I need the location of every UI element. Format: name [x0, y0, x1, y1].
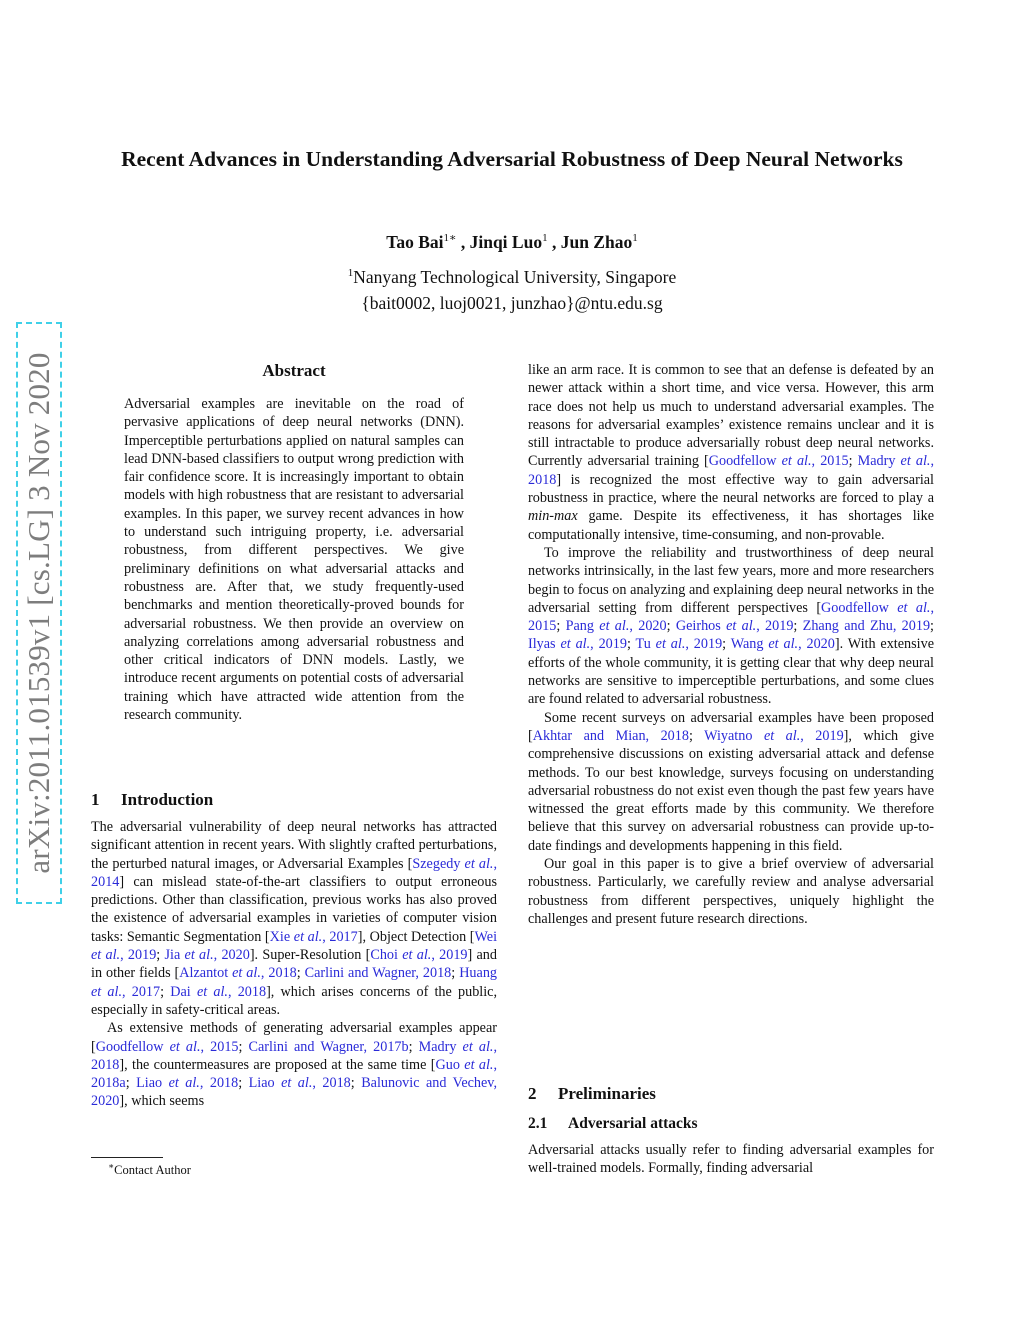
- citation-etal: et al.: [464, 855, 494, 872]
- citation-year: , 2019: [120, 947, 157, 964]
- author-list: [100, 231, 924, 253]
- citation-etal: et al.: [897, 599, 931, 616]
- citation-etal: et al.: [462, 1038, 494, 1055]
- footnote-text: Contact Author: [114, 1163, 191, 1178]
- citation-year: , 2017: [322, 928, 358, 945]
- citation-etal: et al.: [781, 453, 812, 470]
- text-run: ;: [160, 983, 171, 1000]
- text-run: ] and in other fields [: [91, 947, 497, 982]
- right-paragraph-3: [528, 709, 934, 855]
- text-run: ;: [296, 965, 305, 982]
- citation-link[interactable]: Carlini and Wagner, 2018: [304, 965, 452, 982]
- footnote-mark: ∗: [108, 1161, 115, 1171]
- citation-author: Madry: [857, 453, 896, 470]
- text-run: ;: [125, 1075, 137, 1092]
- citation-etal: et al.: [900, 453, 931, 470]
- citation-link[interactable]: [704, 728, 844, 744]
- subsection-heading-adversarial-attacks: [528, 1115, 698, 1133]
- citation-link[interactable]: [636, 636, 723, 652]
- citation-author: Goodfellow: [708, 453, 777, 470]
- citation-etal: et al.: [91, 983, 123, 1000]
- text-run: ]. With extensive efforts of the whole community, it is getting clear that why deep neural networks are sensitive to imperceptible perturbations, and some clues are found related to adversarial robustness.: [528, 636, 934, 708]
- citation-etal: et al.: [763, 727, 801, 744]
- right-paragraph-4: Our goal in this paper is to give a brief overview of adversarial robustness. Particularly, we carefully review and analyse adversarial robustness from different perspectives, uniquely highlight the challenges and present future research directions.: [528, 856, 934, 927]
- right-paragraph-1: [528, 361, 934, 544]
- arxiv-identifier: arXiv:2011.01539v1 [cs.LG] 3 Nov 2020: [21, 352, 56, 874]
- citation-year: , 2018: [91, 1038, 497, 1073]
- citation-link[interactable]: Akhtar and Mian, 2018: [532, 727, 689, 744]
- text-run: ], Object Detection [: [357, 928, 475, 945]
- author-emails: {bait0002, luoj0021, junzhao}@ntu.edu.sg: [361, 292, 663, 313]
- text-run: ] is recognized the most effective way to gain adversarial robustness in practice, where the neural networks are forced to play a: [528, 471, 934, 507]
- text-run: ], which seems: [119, 1093, 205, 1110]
- text-run: ;: [238, 1038, 249, 1055]
- text-run: ;: [666, 618, 676, 635]
- citation-author: Dai: [170, 983, 191, 1000]
- abstract-heading: Abstract: [262, 361, 326, 380]
- citation-year: , 2019: [590, 636, 627, 653]
- text-run: ;: [238, 1075, 249, 1092]
- citation-year: , 2018: [528, 453, 934, 488]
- citation-author: Huang: [459, 965, 498, 982]
- citation-etal: et al.: [464, 1056, 494, 1073]
- citation-year: , 2015: [528, 599, 934, 635]
- citation-year: , 2018: [227, 983, 267, 1000]
- citation-link[interactable]: [709, 453, 849, 469]
- preliminaries-paragraph: Adversarial attacks usually refer to finding adversarial examples for well-trained models. Formally, finding adversarial: [528, 1142, 934, 1177]
- citation-link[interactable]: [165, 947, 250, 963]
- affiliation-mark: 1: [347, 267, 354, 279]
- citation-year: , 2018: [312, 1075, 351, 1092]
- citation-link[interactable]: [731, 636, 835, 652]
- citation-link[interactable]: [528, 636, 627, 652]
- citation-link[interactable]: [249, 1075, 351, 1091]
- text-run: ;: [626, 636, 636, 653]
- text-run: like an arm race. It is common to see that an defense is defeated by an newer attack within a short time, and vice versa. However, this arm race does not help us much to understand adversarial examples. The reasons for adversarial examples’ existence remains unclear and it is still intractable to produce adversarially robust deep neural networks. Currently adversarial training [: [528, 362, 934, 470]
- citation-author: Guo: [435, 1056, 460, 1073]
- section-title: Preliminaries: [558, 1084, 656, 1103]
- citation-year: , 2018: [199, 1075, 239, 1092]
- intro-paragraph-1: [91, 818, 497, 1019]
- citation-etal: et al.: [726, 618, 757, 635]
- citation-year: , 2018a: [91, 1056, 498, 1092]
- citation-etal: et al.: [168, 1075, 200, 1092]
- intro-paragraph-2: [91, 1019, 497, 1110]
- citation-author: Tu: [635, 636, 651, 653]
- text-run: ]. Super-Resolution [: [249, 947, 371, 964]
- citation-year: , 2019: [431, 947, 468, 964]
- section-heading-introduction: [91, 790, 213, 810]
- author-name: Tao Bai: [386, 231, 444, 252]
- citation-author: Wei: [474, 928, 498, 945]
- citation-author: Madry: [418, 1038, 457, 1055]
- citation-author: Xie: [269, 928, 291, 945]
- citation-year: , 2015: [811, 453, 849, 470]
- abstract-paragraph: Adversarial examples are inevitable on the road of pervasive applications of deep neural networks (DNN). Imperceptible perturbations applied on natural samples can lead DNN-based classifiers to output wrong prediction with fair confidence score. It is increasingly important to obtain models with high robustness that are resistant to adversarial examples. In this paper, we survey recent advances in how to understand such intriguing property, i.e. adversarial robustness, from different perspectives. We give preliminary definitions on what adversarial attacks and robustness are. After that, we study frequently-used benchmarks and mention theoretically-proved bounds for adversarial robustness. We then provide an overview on analyzing correlations among adversarial robustness and other critical indicators of DNN models. Lastly, we introduce recent arguments on potential costs of adversarial training which have attracted wide attention from the research community.: [124, 396, 464, 724]
- citation-link[interactable]: [566, 618, 667, 634]
- section-heading-preliminaries: [528, 1084, 656, 1104]
- preliminaries-body: [528, 1141, 934, 1178]
- citation-etal: et al.: [232, 965, 261, 982]
- text-run: ;: [556, 618, 566, 635]
- author-affiliation-mark: 1: [542, 232, 548, 244]
- text-run: ;: [930, 618, 934, 635]
- text-run: ;: [408, 1038, 419, 1055]
- author-affiliation-mark: 1∗: [443, 232, 457, 244]
- text-run: ;: [350, 1075, 362, 1092]
- citation-author: Wiyatno: [704, 727, 753, 744]
- affiliation-line: [100, 260, 924, 290]
- citation-author: Alzantot: [179, 965, 229, 982]
- citation-etal: et al.: [184, 947, 214, 964]
- citation-link[interactable]: [96, 1039, 239, 1055]
- introduction-body: [91, 818, 497, 1111]
- abstract-text: [124, 395, 464, 724]
- citation-year: , 2020: [629, 618, 667, 635]
- citation-year: , 2019: [756, 618, 794, 635]
- text-run: To improve the reliability and trustworthiness of deep neural networks intrinsically, in the last few years, more and more researchers begin to focus on analyzing and explaining deep neural networks in the adversarial setting from different perspectives [: [528, 544, 934, 616]
- subsection-title: Adversarial attacks: [568, 1115, 698, 1132]
- text-run: ;: [793, 618, 803, 635]
- text-run: ;: [688, 727, 705, 744]
- citation-etal: et al.: [768, 636, 799, 653]
- text-run: ], the countermeasures are proposed at the same time [: [119, 1056, 436, 1073]
- citation-author: Goodfellow: [821, 599, 889, 616]
- right-paragraph-2: [528, 544, 934, 709]
- arxiv-watermark: [16, 322, 62, 904]
- citation-etal: et al.: [402, 947, 432, 964]
- citation-link[interactable]: Zhang and Zhu, 2019: [802, 618, 931, 635]
- citation-year: , 2014: [91, 855, 497, 890]
- text-run: ] can mislead state-of-the-art classifiers to output erroneous predictions. Other than classification, previous works has also proved the existence of adversarial examples in varieties of computer vision tasks: Semantic Segmentation [: [91, 873, 497, 945]
- citation-link[interactable]: [676, 618, 794, 634]
- citation-year: , 2019: [685, 636, 723, 653]
- text-run: ;: [451, 965, 460, 982]
- section-number: 2: [528, 1084, 537, 1103]
- text-run: ], which give comprehensive discussions on existing adversarial attack and defense methods. To our best knowledge, surveys focusing on understanding adversarial robustness do not exist even though the past few years have witnessed the great efforts made by this community. We therefore believe that this survey on adversarial robustness can provide up-to-date findings and developments happening in this field.: [528, 727, 935, 854]
- citation-year: , 2020: [798, 636, 835, 653]
- footnote-divider: [91, 1157, 163, 1158]
- citation-year: , 2015: [200, 1038, 239, 1055]
- emphasis-text: min-max: [528, 508, 578, 525]
- citation-etal: et al.: [196, 983, 228, 1000]
- citation-link[interactable]: [170, 984, 266, 1000]
- footnote: [108, 1161, 191, 1178]
- paper-title: Recent Advances in Understanding Adversarial Robustness of Deep Neural Networks: [121, 147, 903, 171]
- citation-author: Wang: [730, 636, 764, 653]
- section-title: Introduction: [121, 790, 214, 809]
- text-run: ;: [848, 453, 858, 470]
- author-name: Jun Zhao: [560, 231, 633, 252]
- author-name: Jinqi Luo: [469, 231, 543, 252]
- citation-etal: et al.: [293, 928, 323, 945]
- citation-link[interactable]: [136, 1075, 238, 1091]
- citation-link[interactable]: [370, 947, 467, 963]
- citation-etal: et al.: [281, 1075, 313, 1092]
- citation-year: , 2018: [260, 965, 297, 982]
- citation-author: Goodfellow: [95, 1038, 164, 1055]
- affiliation-block: [100, 260, 924, 316]
- citation-year: , 2020: [213, 947, 250, 964]
- citation-author: Liao: [136, 1075, 163, 1092]
- subsection-number: 2.1: [528, 1115, 548, 1132]
- citation-link[interactable]: Balunovic and Vechev, 2020: [91, 1075, 498, 1110]
- text-run: As extensive methods of generating adversarial examples appear [: [91, 1020, 497, 1055]
- citation-author: Szegedy: [412, 855, 461, 872]
- text-run: ], which arises concerns of the public, especially in safety-critical areas.: [91, 983, 498, 1018]
- citation-author: Geirhos: [675, 618, 721, 635]
- citation-etal: et al.: [560, 636, 591, 653]
- citation-link[interactable]: [270, 929, 358, 945]
- citation-author: Choi: [370, 947, 398, 964]
- institution-name: Nanyang Technological University, Singapore: [353, 266, 677, 287]
- citation-author: Jia: [164, 947, 181, 964]
- citation-author: Pang: [565, 618, 594, 635]
- section-number: 1: [91, 790, 100, 809]
- citation-etal: et al.: [91, 947, 121, 964]
- text-run: game. Despite its effectiveness, it has shortages like computationally intensive, time-consuming, and non-provable.: [528, 508, 934, 543]
- text-run: Some recent surveys on adversarial examples have been proposed [: [528, 709, 934, 744]
- right-column-body: [528, 361, 934, 928]
- text-run: ;: [156, 947, 165, 964]
- citation-link[interactable]: [179, 965, 296, 981]
- citation-etal: et al.: [169, 1038, 201, 1055]
- author-separator: ,: [456, 231, 470, 252]
- text-run: The adversarial vulnerability of deep neural networks has attracted significant attention in recent years. With slightly crafted perturbations, the perturbed natural images, or Adversarial Examples [: [91, 819, 497, 872]
- author-separator: ,: [547, 231, 561, 252]
- citation-etal: et al.: [599, 618, 630, 635]
- author-affiliation-mark: 1: [632, 232, 638, 244]
- citation-link[interactable]: Carlini and Wagner, 2017b: [248, 1038, 409, 1055]
- citation-etal: et al.: [655, 636, 686, 653]
- citation-year: , 2019: [800, 727, 844, 744]
- citation-author: Ilyas: [528, 636, 556, 653]
- citation-author: Liao: [248, 1075, 275, 1092]
- text-run: ;: [722, 636, 731, 653]
- citation-year: , 2017: [122, 983, 161, 1000]
